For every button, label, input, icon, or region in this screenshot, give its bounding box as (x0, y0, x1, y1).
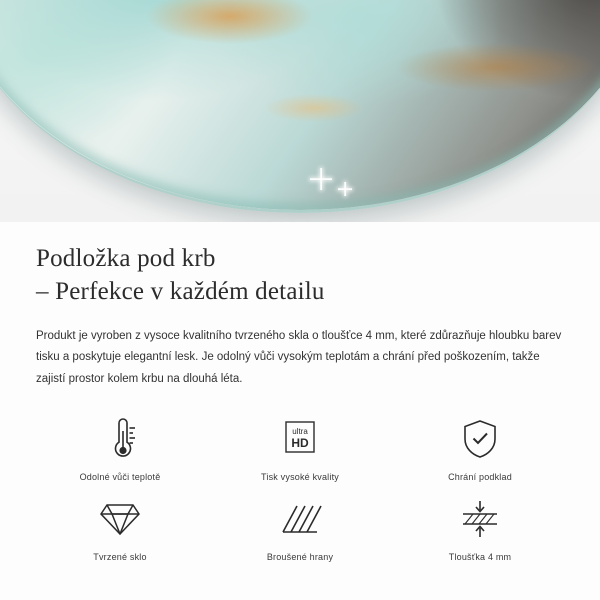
feature-label: Tisk vysoké kvality (261, 471, 339, 482)
glass-board-disc (0, 0, 600, 213)
page-title (36, 242, 564, 308)
text-content (0, 222, 600, 390)
feature-label: Tloušťka 4 mm (448, 551, 512, 562)
description-paragraph: Produkt je vyroben z vysoce kvalitního tvrzeného skla o tloušťce 4 mm, které zdůrazňuje hloubku barev tisku a poskytuje elegantní lesk. Je odolný vůči vysokým teplotám a chrání před poškozením, takže zajistí prostor kolem krbu na dlouhá léta. (36, 330, 562, 385)
feature-item-tempered-glass (30, 496, 210, 562)
shield-check-icon (459, 416, 501, 462)
feature-item-protection (390, 416, 570, 482)
feature-label: Chrání podklad (448, 471, 512, 482)
feature-grid (0, 416, 600, 562)
feature-label: Odolné vůči teplotě (79, 471, 161, 482)
hero-image (0, 0, 600, 222)
feature-item-polished-edges (210, 496, 390, 562)
headline-line-1: Podložka pod krb (36, 245, 216, 272)
thermometer-icon (100, 416, 140, 462)
svg-text:ultra: ultra (292, 426, 308, 436)
feature-label: Tvrzené sklo (93, 551, 147, 562)
feature-item-temperature (30, 416, 210, 482)
diamond-icon (97, 496, 143, 542)
feature-item-print-quality (210, 416, 390, 482)
feature-item-thickness (390, 496, 570, 562)
headline-line-2: – Perfekce v každém detailu (36, 278, 325, 305)
thickness-arrows-icon (457, 496, 503, 542)
feature-label: Broušené hrany (266, 551, 334, 562)
svg-text:HD: HD (291, 435, 309, 450)
polished-edges-icon (277, 496, 323, 542)
ultra-hd-icon (278, 416, 322, 462)
